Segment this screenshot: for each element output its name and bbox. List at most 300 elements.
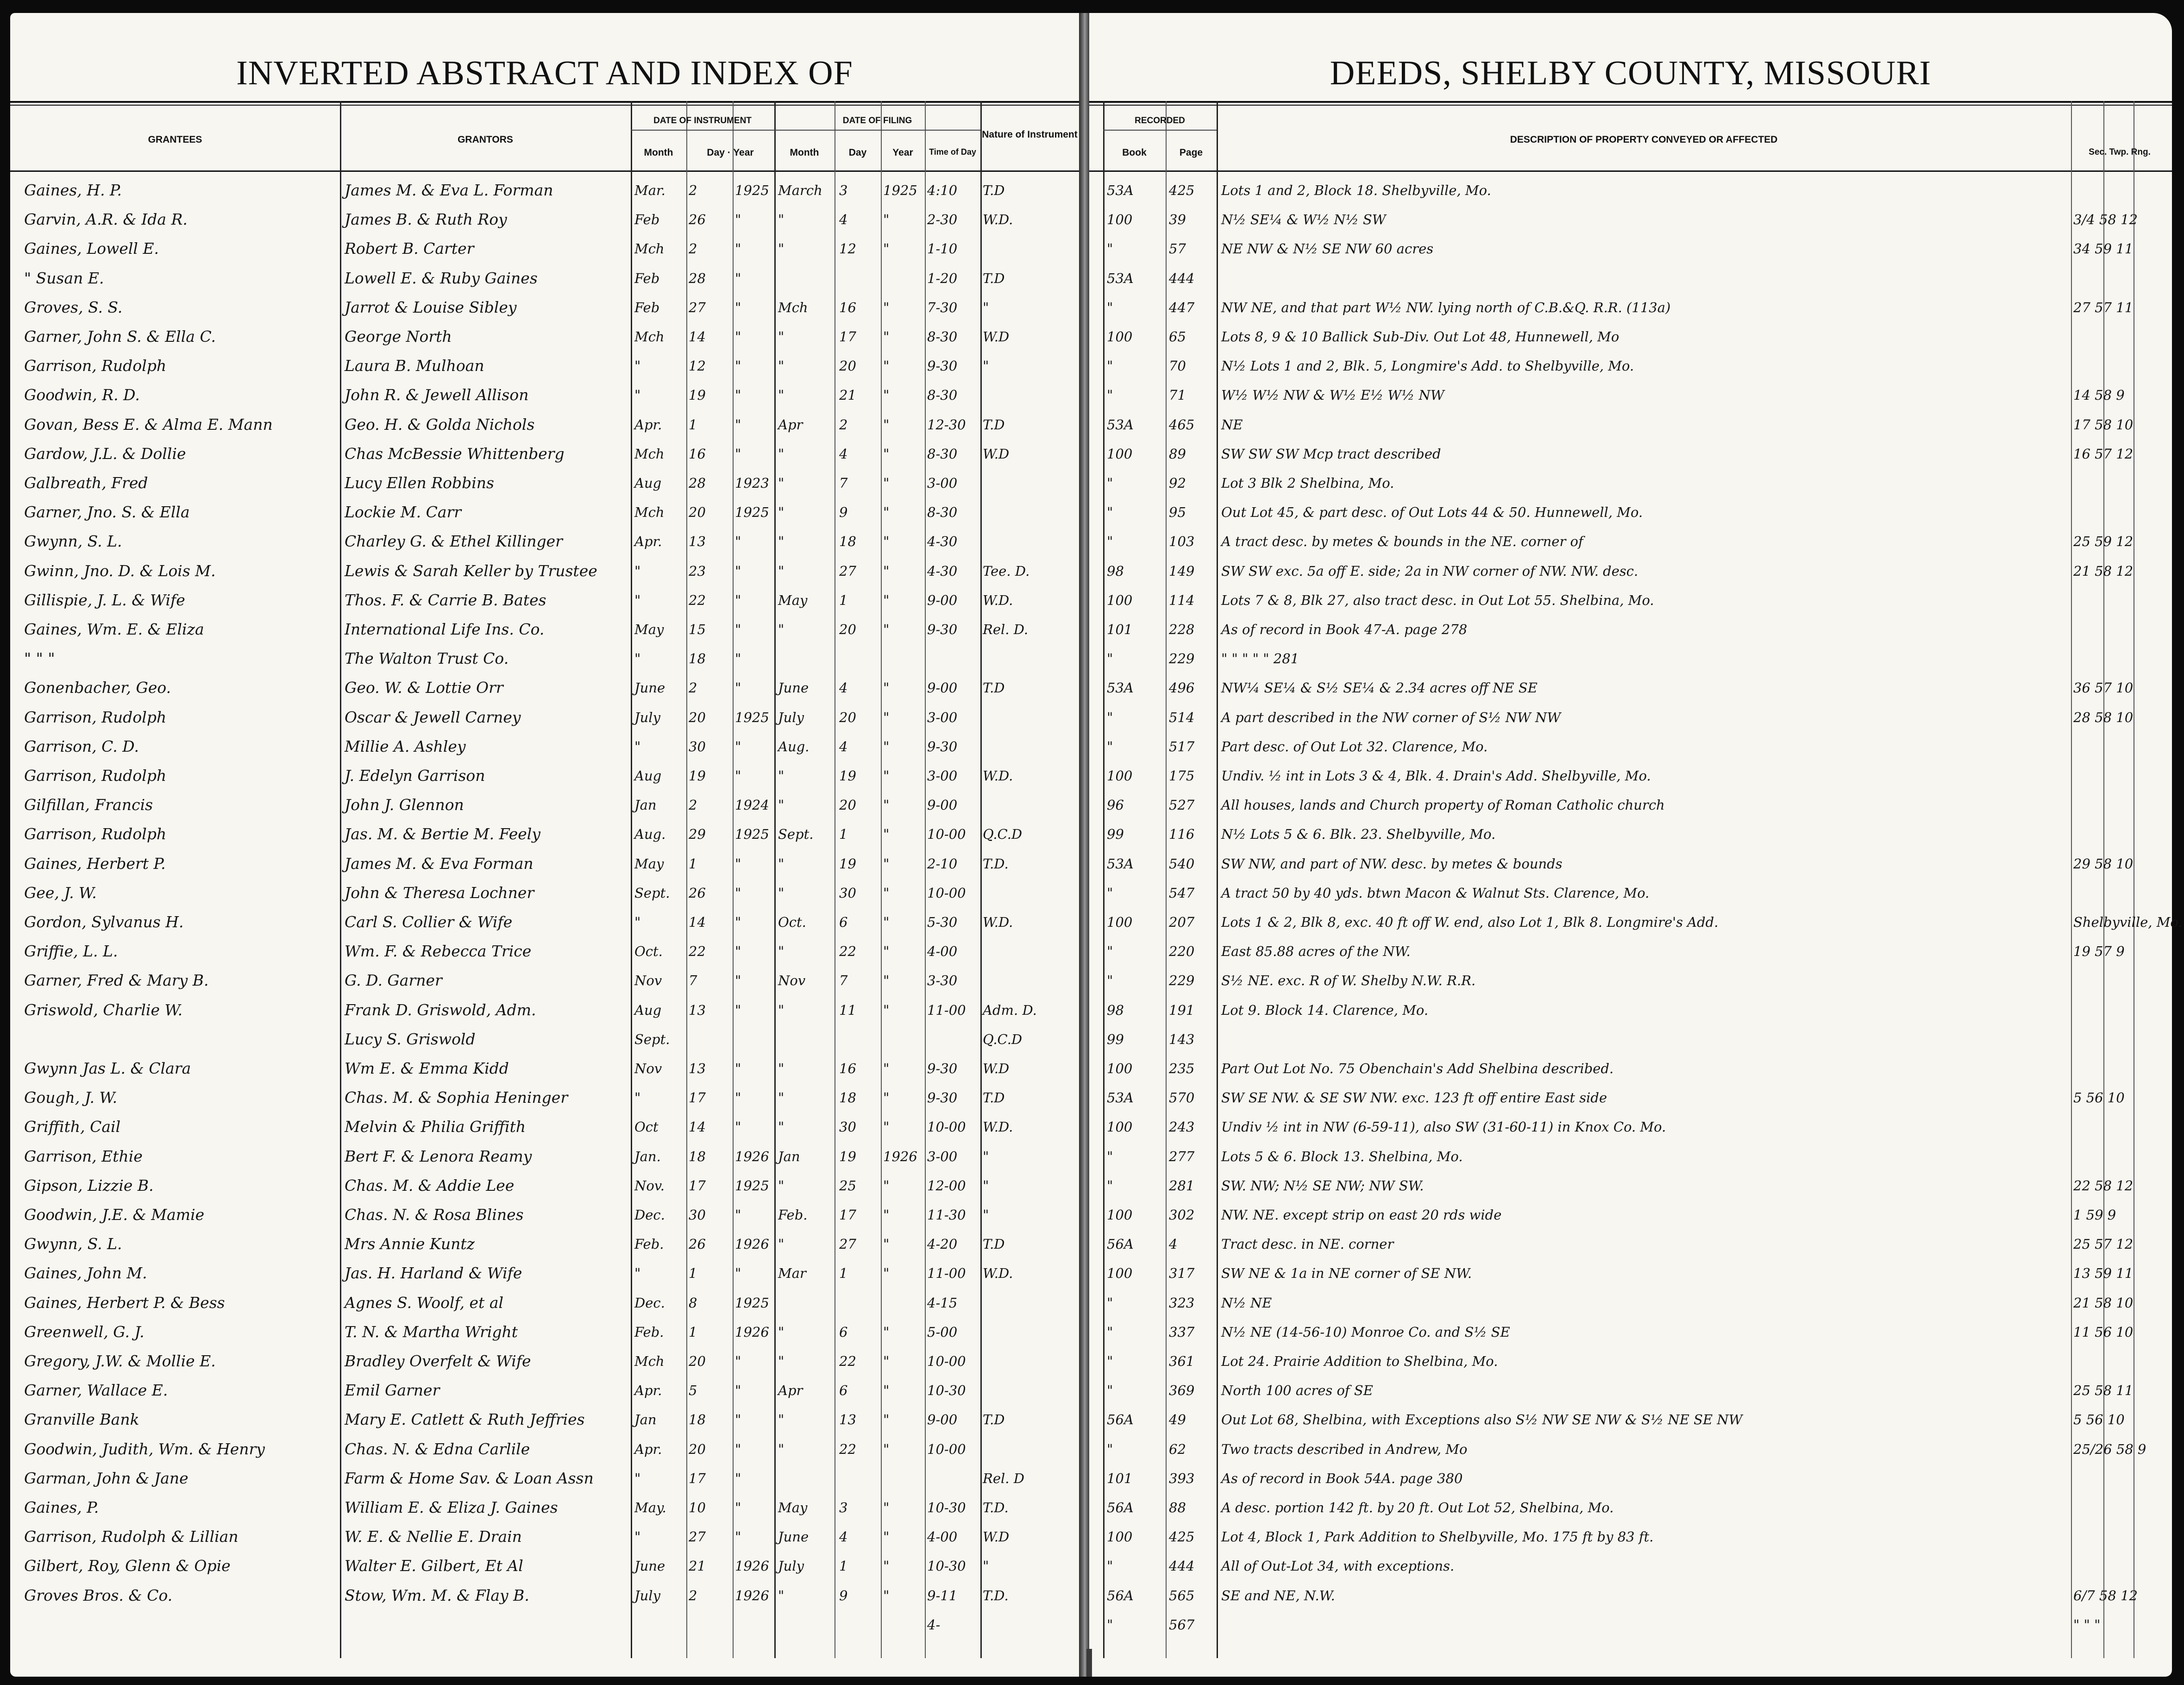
cell-file-year: " <box>883 592 890 608</box>
cell-nature: T.D <box>983 1412 1005 1427</box>
cell-book: 53A <box>1107 270 1134 286</box>
cell-page: 207 <box>1169 914 1195 930</box>
cell-description: As of record in Book 47-A. page 278 <box>1221 622 1468 637</box>
cell-file-month: Aug. <box>778 739 810 754</box>
cell-file-month: " <box>778 1002 784 1018</box>
cell-description: Two tracts described in Andrew, Mo <box>1221 1441 1468 1457</box>
cell-inst-day: 27 <box>689 300 706 315</box>
cell-grantee: Gee, J. W. <box>24 884 97 902</box>
cell-file-day: 22 <box>839 1441 856 1457</box>
cell-inst-day: 16 <box>689 446 706 462</box>
table-row <box>1089 499 2172 525</box>
cell-nature: " <box>983 300 989 315</box>
cell-book: 53A <box>1107 417 1134 433</box>
table-row <box>1089 1202 2172 1228</box>
cell-inst-day: 12 <box>689 358 706 374</box>
cell-book: " <box>1107 943 1113 959</box>
cell-sec-twp-rng: 5 56 10 <box>2073 1090 2125 1106</box>
cell-inst-day: 20 <box>689 504 706 520</box>
cell-file-day: 4 <box>839 739 848 754</box>
cell-description: East 85.88 acres of the NW. <box>1221 943 1411 959</box>
cell-file-month: " <box>778 446 784 462</box>
cell-book: " <box>1107 504 1113 520</box>
cell-page: 337 <box>1169 1324 1195 1340</box>
cell-book: 56A <box>1107 1588 1134 1603</box>
cell-file-day: 21 <box>839 387 856 403</box>
cell-description: A tract 50 by 40 yds. btwn Macon & Walnut Sts. Clarence, Mo. <box>1221 885 1650 901</box>
cell-inst-year: " <box>735 1207 741 1223</box>
cell-grantor: International Life Ins. Co. <box>345 620 545 638</box>
table-row <box>1089 1056 2172 1081</box>
cell-book: " <box>1107 1558 1113 1574</box>
cell-inst-month: Oct. <box>634 943 663 959</box>
cell-inst-year: " <box>735 1061 741 1076</box>
cell-file-day: 27 <box>839 1236 856 1252</box>
table-row <box>1089 587 2172 613</box>
cell-sec-twp-rng <box>2073 821 2171 847</box>
cell-file-month <box>778 1290 834 1316</box>
table-row <box>10 295 1079 321</box>
cell-inst-month: Apr. <box>634 1383 662 1398</box>
cell-inst-month: " <box>634 358 641 374</box>
cell-description: N½ Lots 1 and 2, Blk. 5, Longmire's Add. to Shelbyville, Mo. <box>1221 358 1634 374</box>
cell-inst-year: 1925 <box>735 1178 769 1194</box>
cell-file-month: May <box>778 592 808 608</box>
table-row <box>1089 1465 2172 1491</box>
cell-sec-twp-rng: 36 57 10 <box>2073 680 2134 696</box>
cell-time-of-day: 12-00 <box>927 1178 966 1194</box>
cell-inst-year: " <box>735 1529 741 1545</box>
cell-grantor: Jas. H. Harland & Wife <box>345 1264 522 1282</box>
cell-page: 570 <box>1169 1090 1195 1106</box>
table-row <box>10 1465 1079 1491</box>
cell-page: 425 <box>1169 182 1195 198</box>
cell-file-month: " <box>778 1412 784 1427</box>
table-row <box>1089 528 2172 554</box>
cell-grantor: Jas. M. & Bertie M. Feely <box>345 825 540 843</box>
cell-file-year: " <box>883 856 890 872</box>
cell-nature: Q.C.D <box>983 826 1023 842</box>
cell-page: 243 <box>1169 1119 1195 1135</box>
cell-time-of-day: 8-30 <box>927 329 958 345</box>
table-row <box>1089 938 2172 964</box>
table-row <box>10 177 1079 203</box>
cell-time-of-day: 10-00 <box>927 1353 966 1369</box>
cell-inst-day: 13 <box>689 534 706 549</box>
cell-file-month: Apr <box>778 417 803 433</box>
cell-file-year: " <box>883 797 890 813</box>
table-row <box>10 1202 1079 1228</box>
cell-grantor: Wm E. & Emma Kidd <box>345 1059 509 1077</box>
cell-inst-year: " <box>735 1441 741 1457</box>
cell-time-of-day: 9-00 <box>927 680 958 696</box>
table-row <box>1089 968 2172 993</box>
table-row <box>10 412 1079 438</box>
cell-inst-day: 14 <box>689 329 706 345</box>
cell-page: 281 <box>1169 1178 1195 1194</box>
cell-file-year: " <box>883 1265 890 1281</box>
cell-inst-year: " <box>735 914 741 930</box>
cell-book: " <box>1107 739 1113 754</box>
cell-inst-month: May <box>634 622 664 637</box>
header-recorded: RECORDED <box>1135 116 1185 126</box>
cell-sec-twp-rng: 22 58 12 <box>2073 1178 2134 1194</box>
cell-description: N½ Lots 5 & 6. Blk. 23. Shelbyville, Mo. <box>1221 826 1496 842</box>
cell-book: 56A <box>1107 1412 1134 1427</box>
cell-file-month: " <box>778 358 784 374</box>
cell-page: 444 <box>1169 270 1195 286</box>
cell-grantor: Carl S. Collier & Wife <box>345 913 513 931</box>
cell-file-day: 22 <box>839 1353 856 1369</box>
cell-grantee: Goodwin, R. D. <box>24 386 140 404</box>
cell-nature: Rel. D. <box>983 622 1029 637</box>
cell-file-year: " <box>883 504 890 520</box>
cell-grantor: Melvin & Philia Griffith <box>345 1118 526 1136</box>
cell-file-month: " <box>778 1119 784 1135</box>
cell-grantee: Garrison, C. D. <box>24 737 139 755</box>
cell-inst-day: 26 <box>689 1236 706 1252</box>
cell-file-year: " <box>883 680 890 696</box>
cell-grantee: Garvin, A.R. & Ida R. <box>24 210 188 228</box>
cell-description: Lot 3 Blk 2 Shelbina, Mo. <box>1221 475 1394 491</box>
cell-time-of-day: 3-30 <box>927 973 958 988</box>
cell-grantor: William E. & Eliza J. Gaines <box>345 1498 558 1516</box>
cell-grantor: Stow, Wm. M. & Flay B. <box>345 1586 529 1604</box>
cell-file-month: Feb. <box>778 1207 808 1223</box>
cell-inst-month: July <box>634 710 660 725</box>
cell-sec-twp-rng: 28 58 10 <box>2073 710 2134 725</box>
cell-file-day: 20 <box>839 710 856 725</box>
cell-inst-year: " <box>735 1265 741 1281</box>
cell-grantor: Chas. M. & Addie Lee <box>345 1176 515 1195</box>
cell-grantor: Wm. F. & Rebecca Trice <box>345 942 532 960</box>
cell-sec-twp-rng: 11 56 10 <box>2073 1324 2134 1340</box>
cell-file-day: 13 <box>839 1412 856 1427</box>
cell-file-day: 1 <box>839 826 848 842</box>
cell-inst-month: Nov <box>634 1061 662 1076</box>
cell-inst-year: " <box>735 1383 741 1398</box>
cell-page: 361 <box>1169 1353 1195 1369</box>
cell-inst-year: " <box>735 270 741 286</box>
cell-inst-day: 1 <box>689 1324 697 1340</box>
cell-inst-month: May <box>634 856 664 872</box>
cell-nature: T.D <box>983 270 1005 286</box>
cell-inst-year: 1926 <box>735 1236 769 1252</box>
cell-file-year: " <box>883 710 890 725</box>
cell-file-day: 18 <box>839 534 856 549</box>
cell-file-month: " <box>778 387 784 403</box>
cell-file-year: " <box>883 1412 890 1427</box>
cell-nature: Tee. D. <box>983 563 1030 579</box>
cell-file-month: Jan <box>778 1149 800 1164</box>
cell-nature <box>983 792 1075 818</box>
subheader-rule <box>1103 130 1217 131</box>
header-nature: Nature of Instrument <box>982 129 1078 140</box>
table-row <box>10 528 1079 554</box>
cell-file-day: 4 <box>839 1529 848 1545</box>
table-row <box>10 1144 1079 1169</box>
cell-page: 444 <box>1169 1558 1195 1574</box>
cell-time-of-day: 4-00 <box>927 1529 958 1545</box>
table-row <box>1089 207 2172 233</box>
cell-file-year: 1926 <box>883 1149 917 1164</box>
cell-file-year <box>883 265 925 291</box>
cell-book: 53A <box>1107 680 1134 696</box>
table-row <box>10 1377 1079 1403</box>
cell-nature: T.D <box>983 1236 1005 1252</box>
table-row <box>10 1348 1079 1374</box>
cell-grantor: Lewis & Sarah Keller by Trustee <box>345 562 597 580</box>
cell-file-month <box>778 265 834 291</box>
cell-grantor: Jarrot & Louise Sibley <box>345 298 517 316</box>
cell-inst-year: 1926 <box>735 1588 769 1603</box>
cell-grantor: Chas. N. & Edna Carlile <box>345 1440 530 1458</box>
cell-sec-twp-rng <box>2073 1553 2171 1579</box>
cell-inst-day: 28 <box>689 475 706 491</box>
cell-file-day: 25 <box>839 1178 856 1194</box>
cell-inst-year: " <box>735 1412 741 1427</box>
cell-inst-month: Nov. <box>634 1178 665 1194</box>
cell-file-day <box>839 646 879 672</box>
cell-book: " <box>1107 475 1113 491</box>
table-row <box>10 353 1079 379</box>
cell-description: Lots 5 & 6. Block 13. Shelbina, Mo. <box>1221 1149 1463 1164</box>
cell-time-of-day: 4-15 <box>927 1295 958 1311</box>
cell-file-month: Mar <box>778 1265 806 1281</box>
cell-grantor: James M. & Eva Forman <box>345 855 533 873</box>
cell-file-day: 18 <box>839 1090 856 1106</box>
cell-nature <box>983 646 1075 672</box>
table-row <box>10 1114 1079 1140</box>
cell-file-day: 7 <box>839 475 848 491</box>
cell-book: 56A <box>1107 1500 1134 1515</box>
header-inst-day-year: Day · Year <box>707 147 754 158</box>
cell-sec-twp-rng <box>2073 763 2171 789</box>
binding-staple-icon <box>1075 1649 1103 1677</box>
cell-time-of-day: 9-00 <box>927 592 958 608</box>
cell-nature <box>983 236 1075 262</box>
cell-grantor: Lucy Ellen Robbins <box>345 474 494 492</box>
cell-description: SW. NW; N½ SE NW; NW SW. <box>1221 1178 1424 1194</box>
cell-sec-twp-rng: 21 58 12 <box>2073 563 2134 579</box>
table-row <box>10 1319 1079 1345</box>
cell-inst-day: 2 <box>689 1588 697 1603</box>
cell-description: All of Out-Lot 34, with exceptions. <box>1221 1558 1455 1574</box>
cell-sec-twp-rng <box>2073 1495 2171 1521</box>
cell-description: Lots 1 & 2, Blk 8, exc. 40 ft off W. end, also Lot 1, Blk 8. Longmire's Add. <box>1221 914 1719 930</box>
cell-inst-day: 19 <box>689 768 706 784</box>
cell-file-day: 9 <box>839 504 848 520</box>
cell-file-day: 1 <box>839 1265 848 1281</box>
cell-page: 191 <box>1169 1002 1195 1018</box>
cell-book: " <box>1107 1324 1113 1340</box>
cell-inst-month: Feb <box>634 212 660 227</box>
cell-file-month <box>778 646 834 672</box>
cell-file-year: " <box>883 446 890 462</box>
cell-grantee: Gillispie, J. L. & Wife <box>24 591 185 609</box>
left-page-title: INVERTED ABSTRACT AND INDEX OF <box>236 54 853 92</box>
cell-nature <box>983 1319 1075 1345</box>
cell-inst-month: June <box>634 680 665 696</box>
cell-grantor: Mary E. Catlett & Ruth Jeffries <box>345 1410 585 1428</box>
cell-sec-twp-rng <box>2073 353 2171 379</box>
table-row <box>10 1231 1079 1257</box>
cell-page: 116 <box>1169 826 1195 842</box>
cell-file-day: 19 <box>839 1149 856 1164</box>
cell-book: 100 <box>1107 1061 1133 1076</box>
table-row <box>1089 1260 2172 1286</box>
cell-file-day <box>839 265 879 291</box>
cell-page: 103 <box>1169 534 1195 549</box>
cell-inst-year: 1925 <box>735 182 769 198</box>
cell-inst-year: " <box>735 1353 741 1369</box>
cell-grantor: Bert F. & Lenora Reamy <box>345 1147 532 1165</box>
cell-time-of-day <box>927 1026 979 1052</box>
cell-sec-twp-rng <box>2073 646 2171 672</box>
table-row <box>10 792 1079 818</box>
cell-grantor: John J. Glennon <box>345 796 464 814</box>
cell-file-year: " <box>883 1588 890 1603</box>
cell-file-year: " <box>883 768 890 784</box>
cell-file-year: " <box>883 329 890 345</box>
table-row <box>10 1173 1079 1199</box>
cell-inst-year: " <box>735 1090 741 1106</box>
cell-inst-year: " <box>735 1119 741 1135</box>
table-row <box>10 587 1079 613</box>
cell-inst-month: Dec. <box>634 1207 665 1223</box>
cell-nature: T.D <box>983 182 1005 198</box>
cell-book: " <box>1107 1441 1113 1457</box>
cell-time-of-day: 9-30 <box>927 1090 958 1106</box>
cell-nature: T.D. <box>983 1588 1009 1603</box>
cell-sec-twp-rng: 16 57 12 <box>2073 446 2134 462</box>
cell-file-month: Mch <box>778 300 808 315</box>
cell-nature <box>983 1612 1075 1638</box>
cell-nature: T.D <box>983 417 1005 433</box>
cell-book: 53A <box>1107 182 1134 198</box>
header-description: DESCRIPTION OF PROPERTY CONVEYED OR AFFECTED <box>1510 134 1778 145</box>
cell-inst-year: 1926 <box>735 1149 769 1164</box>
cell-sec-twp-rng <box>2073 1348 2171 1374</box>
cell-page: 88 <box>1169 1500 1186 1515</box>
cell-description: " " " " " 281 <box>1221 651 1299 666</box>
cell-sec-twp-rng: 25 59 12 <box>2073 534 2134 549</box>
cell-grantor: Thos. F. & Carrie B. Bates <box>345 591 546 609</box>
cell-inst-year: " <box>735 387 741 403</box>
cell-file-year: " <box>883 417 890 433</box>
cell-time-of-day: 9-30 <box>927 739 958 754</box>
cell-file-month: " <box>778 1324 784 1340</box>
cell-inst-day: 17 <box>689 1178 706 1194</box>
cell-grantor: James B. & Ruth Roy <box>345 210 507 228</box>
cell-nature: W.D. <box>983 1119 1013 1135</box>
cell-description: NE NW & N½ SE NW 60 acres <box>1221 241 1434 257</box>
cell-grantor: J. Edelyn Garrison <box>345 767 485 785</box>
cell-inst-year: 1925 <box>735 710 769 725</box>
cell-file-month: Apr <box>778 1383 803 1398</box>
table-row <box>1089 1407 2172 1433</box>
cell-inst-day: 26 <box>689 212 706 227</box>
table-row <box>1089 265 2172 291</box>
cell-inst-day: 30 <box>689 1207 706 1223</box>
cell-file-year: " <box>883 885 890 901</box>
cell-time-of-day: 4- <box>927 1617 941 1633</box>
cell-description: As of record in Book 54A. page 380 <box>1221 1471 1463 1486</box>
cell-file-day: 12 <box>839 241 856 257</box>
cell-file-day: 19 <box>839 856 856 872</box>
table-row <box>1089 1144 2172 1169</box>
cell-inst-day: 15 <box>689 622 706 637</box>
cell-grantee: Gaines, Herbert P. & Bess <box>24 1294 225 1312</box>
cell-grantor: Chas McBessie Whittenberg <box>345 445 565 463</box>
cell-file-day: 30 <box>839 885 856 901</box>
cell-nature <box>983 968 1075 993</box>
cell-inst-month: Jan <box>634 797 657 813</box>
cell-grantor: Walter E. Gilbert, Et Al <box>345 1557 523 1575</box>
cell-nature: " <box>983 358 989 374</box>
table-row <box>10 441 1079 467</box>
cell-grantee: Garner, Wallace E. <box>24 1381 168 1399</box>
cell-description: N½ NE <box>1221 1295 1272 1311</box>
cell-time-of-day: 4-30 <box>927 563 958 579</box>
cell-inst-day: 2 <box>689 241 697 257</box>
cell-file-month <box>778 1465 834 1491</box>
cell-file-month: May <box>778 1500 808 1515</box>
cell-book: " <box>1107 1383 1113 1398</box>
cell-sec-twp-rng <box>2073 265 2171 291</box>
cell-page: 517 <box>1169 739 1195 754</box>
cell-time-of-day: 11-30 <box>927 1207 966 1223</box>
cell-inst-month: " <box>634 387 641 403</box>
cell-book: 99 <box>1107 826 1124 842</box>
cell-nature <box>983 938 1075 964</box>
cell-nature: Rel. D <box>983 1471 1024 1486</box>
cell-time-of-day <box>927 1465 979 1491</box>
cell-inst-day: 1 <box>689 1265 697 1281</box>
table-row <box>10 236 1079 262</box>
cell-sec-twp-rng: 27 57 11 <box>2073 300 2134 315</box>
cell-sec-twp-rng: 29 58 10 <box>2073 856 2134 872</box>
cell-file-year: " <box>883 973 890 988</box>
cell-sec-twp-rng: 14 58 9 <box>2073 387 2125 403</box>
cell-file-year: " <box>883 1558 890 1574</box>
cell-inst-year: " <box>735 446 741 462</box>
cell-file-year: " <box>883 1529 890 1545</box>
cell-file-month: July <box>778 1558 804 1574</box>
cell-inst-year: " <box>735 329 741 345</box>
cell-grantor: Geo. H. & Golda Nichols <box>345 415 535 434</box>
table-row <box>10 382 1079 408</box>
cell-page: 540 <box>1169 856 1195 872</box>
table-row <box>1089 1583 2172 1609</box>
cell-time-of-day: 5-00 <box>927 1324 958 1340</box>
cell-file-day: 2 <box>839 417 848 433</box>
cell-inst-day <box>689 1612 726 1638</box>
cell-book: " <box>1107 534 1113 549</box>
cell-description <box>1221 265 2069 291</box>
cell-file-month: " <box>778 768 784 784</box>
cell-nature: W.D. <box>983 212 1013 227</box>
cell-sec-twp-rng: 3/4 58 12 <box>2073 212 2138 227</box>
table-row <box>1089 1319 2172 1345</box>
header-grantees: GRANTEES <box>148 134 202 145</box>
cell-page: 114 <box>1169 592 1195 608</box>
header-grantors: GRANTORS <box>458 134 513 145</box>
cell-file-day: 11 <box>839 1002 856 1018</box>
cell-grantee: " " " <box>24 649 55 667</box>
cell-grantor: Chas. M. & Sophia Heninger <box>345 1088 568 1107</box>
cell-grantor: The Walton Trust Co. <box>345 649 509 667</box>
